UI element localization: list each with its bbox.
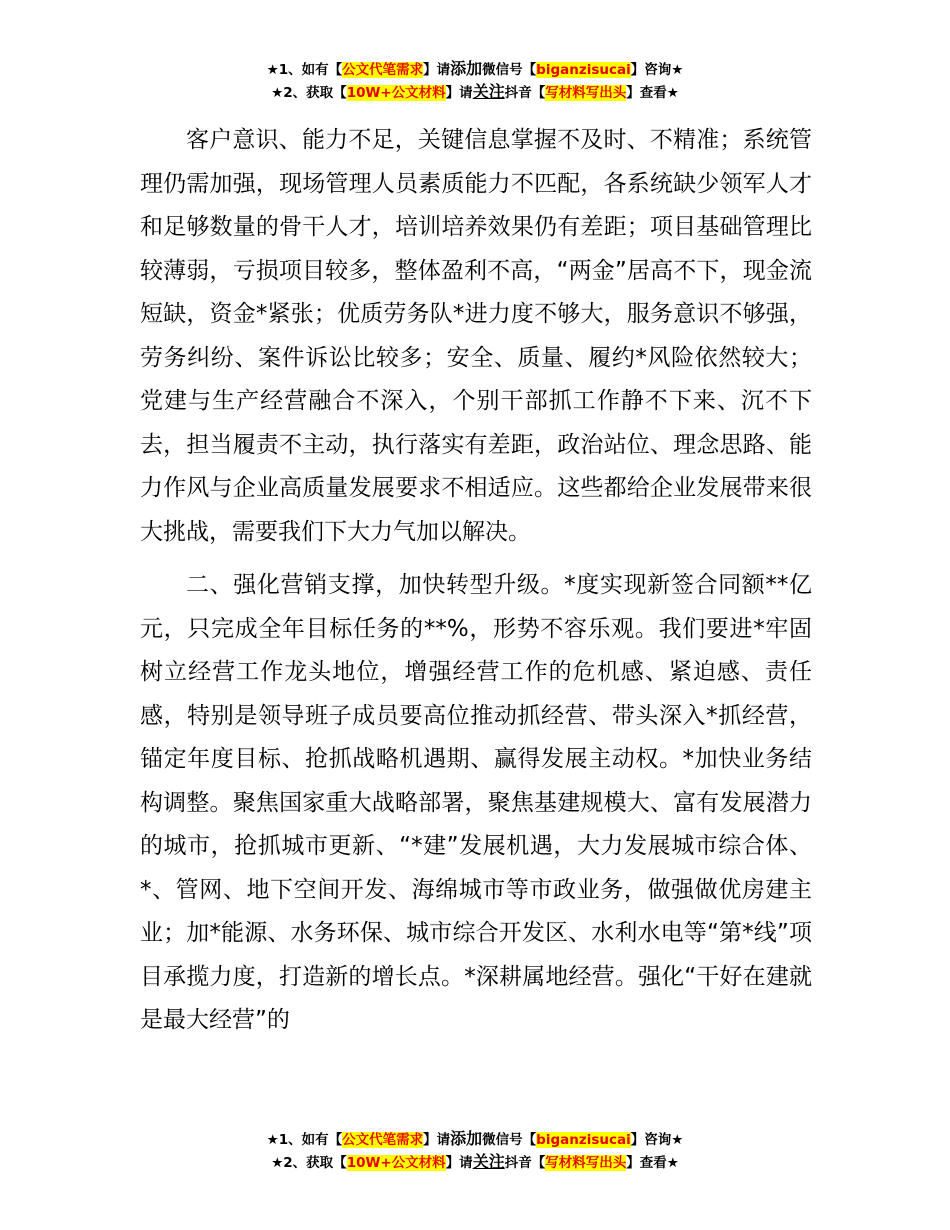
highlight-materials: 10W+公文材料 <box>346 85 446 101</box>
paragraph-1: 客户意识、能力不足，关键信息掌握不及时、不精准；系统管理仍需加强，现场管理人员素质能力不匹配，各系统缺少领军人才和足够数量的骨干人才，培训培养效果仍有差距；项目基础管理比较薄弱，亏损项目较多，整体盈利不高，“两金”居高不下，现金流短缺，资金*紧张；优质劳务队*进力度不够大，服务意识不够强，劳务纠纷、案件诉讼比较多；安全、质量、履约*风险依然较大；党建与生产经营融合不深入，个别干部抓工作静不下来、沉不下去，担当履责不主动，执行落实有差距，政治站位、理念思路、能力作风与企业高质量发展要求不相适应。这些都给企业发展带来很大挑战，需要我们下大力气加以解决。 <box>140 127 812 545</box>
banner-text: 】请 <box>423 1132 451 1148</box>
banner-text: ★2、获取【 <box>271 85 347 101</box>
banner-emphasis: 添加 <box>450 59 483 78</box>
header-banner <box>0 58 950 104</box>
footer-banner <box>0 1128 950 1174</box>
banner-line-2 <box>0 1151 950 1174</box>
highlight-service: 公文代笔需求 <box>342 1132 424 1148</box>
banner-text: 】查看★ <box>626 85 679 101</box>
paragraph-2: 二、强化营销支撑，加快转型升级。*度实现新签合同额**亿元，只完成全年目标任务的**%，形势不容乐观。我们要进*牢固树立经营工作龙头地位，增强经营工作的危机感、紧迫感、责任感，特别是领导班子成员要高位推动抓经营、带头深入*抓经营，锚定年度目标、抢抓战略机遇期、赢得发展主动权。*加快业务结构调整。聚焦国家重大战略部署，聚焦基建规模大、富有发展潜力的城市，抢抓城市更新、“*建”发展机遇，大力发展城市综合体、*、管网、地下空间开发、海绵城市等市政业务，做强做优房建主业；加*能源、水务环保、城市综合开发区、水利水电等“第*线”项目承揽力度，打造新的增长点。*深耕属地经营。强化“干好在建就是最大经营”的 <box>140 572 812 1033</box>
banner-emphasis: 添加 <box>450 1129 483 1148</box>
banner-text: 】请 <box>445 1155 473 1171</box>
highlight-douyin-account: 写材料写出头 <box>545 1155 627 1171</box>
banner-text: 抖音【 <box>504 1155 546 1171</box>
highlight-douyin-account: 写材料写出头 <box>545 85 627 101</box>
banner-line-1 <box>0 58 950 81</box>
banner-emphasis: 关注 <box>472 1152 505 1171</box>
highlight-service: 公文代笔需求 <box>342 62 424 78</box>
banner-text: 微信号【 <box>482 1132 537 1148</box>
highlight-wechat-id: biganzisucai <box>536 1132 631 1148</box>
banner-text: ★2、获取【 <box>271 1155 347 1171</box>
highlight-materials: 10W+公文材料 <box>346 1155 446 1171</box>
banner-line-2 <box>0 81 950 104</box>
banner-text: 】咨询★ <box>630 62 684 78</box>
banner-text: 抖音【 <box>504 85 546 101</box>
banner-text: 】请 <box>445 85 473 101</box>
banner-text: 】请 <box>423 62 451 78</box>
banner-text: 】查看★ <box>626 1155 679 1171</box>
banner-text: ★1、如有【 <box>266 62 343 78</box>
highlight-wechat-id: biganzisucai <box>536 62 631 78</box>
banner-text: 】咨询★ <box>630 1132 684 1148</box>
document-body <box>140 119 812 1043</box>
banner-line-1 <box>0 1128 950 1151</box>
banner-text: ★1、如有【 <box>266 1132 343 1148</box>
banner-text: 微信号【 <box>482 62 537 78</box>
banner-emphasis: 关注 <box>472 82 505 101</box>
